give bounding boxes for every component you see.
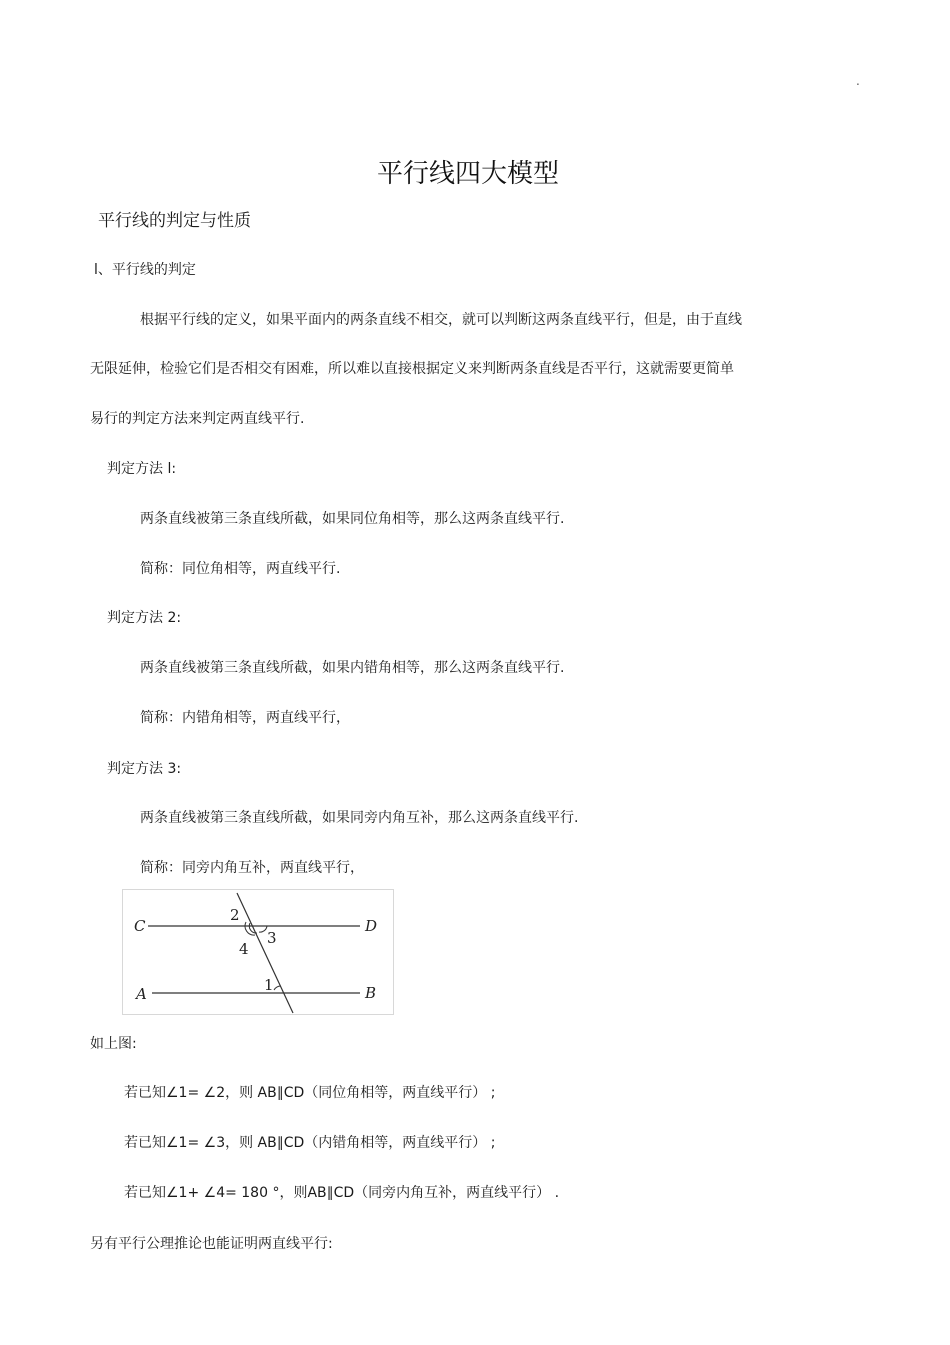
method-1-label: 判定方法 l: bbox=[107, 461, 177, 477]
intro-line-3: 易行的判定方法来判定两直线平行. bbox=[90, 411, 305, 427]
method-1-short: 简称：同位角相等，两直线平行. bbox=[140, 561, 341, 577]
conclusion-3: 若已知∠1+ ∠4= 180 °，则AB∥CD（同旁内角互补，两直线平行） . bbox=[124, 1185, 560, 1201]
parallel-lines-figure bbox=[122, 889, 394, 1015]
page-title: 平行线四大模型 bbox=[376, 159, 559, 189]
closing-line: 另有平行公理推论也能证明两直线平行: bbox=[90, 1236, 333, 1252]
conclusion-2: 若已知∠1= ∠3，则 AB∥CD（内错角相等，两直线平行） ; bbox=[124, 1135, 496, 1151]
intro-line-2: 无限延伸，检验它们是否相交有困难，所以难以直接根据定义来判断两条直线是否平行，这就需要更简单 bbox=[90, 361, 734, 377]
section-heading: 平行线的判定与性质 bbox=[98, 211, 251, 231]
method-2-statement: 两条直线被第三条直线所截，如果内错角相等，那么这两条直线平行. bbox=[140, 660, 565, 676]
parallel-lines-diagram bbox=[122, 889, 394, 1015]
label-angle-1: 1 bbox=[264, 976, 274, 994]
label-angle-2: 2 bbox=[230, 906, 240, 924]
label-d: D bbox=[365, 917, 378, 935]
subheading: l、平行线的判定 bbox=[94, 262, 196, 278]
label-angle-3: 3 bbox=[267, 929, 277, 947]
method-2-short: 简称：内错角相等，两直线平行， bbox=[140, 710, 350, 726]
method-3-short: 简称：同旁内角互补，两直线平行， bbox=[140, 860, 364, 876]
label-b: B bbox=[365, 984, 377, 1002]
conclusion-1: 若已知∠1= ∠2，则 AB∥CD（同位角相等，两直线平行） ; bbox=[124, 1085, 496, 1101]
figure-frame bbox=[123, 890, 394, 1015]
method-3-label: 判定方法 3: bbox=[107, 761, 182, 777]
label-c: C bbox=[134, 917, 146, 935]
method-2-label: 判定方法 2: bbox=[107, 610, 182, 626]
method-3-statement: 两条直线被第三条直线所截，如果同旁内角互补，那么这两条直线平行. bbox=[140, 810, 579, 826]
intro-line-1: 根据平行线的定义，如果平面内的两条直线不相交，就可以判断这两条直线平行，但是，由于直线 bbox=[140, 312, 742, 328]
as-shown-label: 如上图: bbox=[90, 1036, 137, 1052]
label-angle-4: 4 bbox=[239, 940, 249, 958]
method-1-statement: 两条直线被第三条直线所截，如果同位角相等，那么这两条直线平行. bbox=[140, 511, 565, 527]
label-a: A bbox=[136, 985, 147, 1003]
corner-mark: . bbox=[856, 74, 860, 88]
